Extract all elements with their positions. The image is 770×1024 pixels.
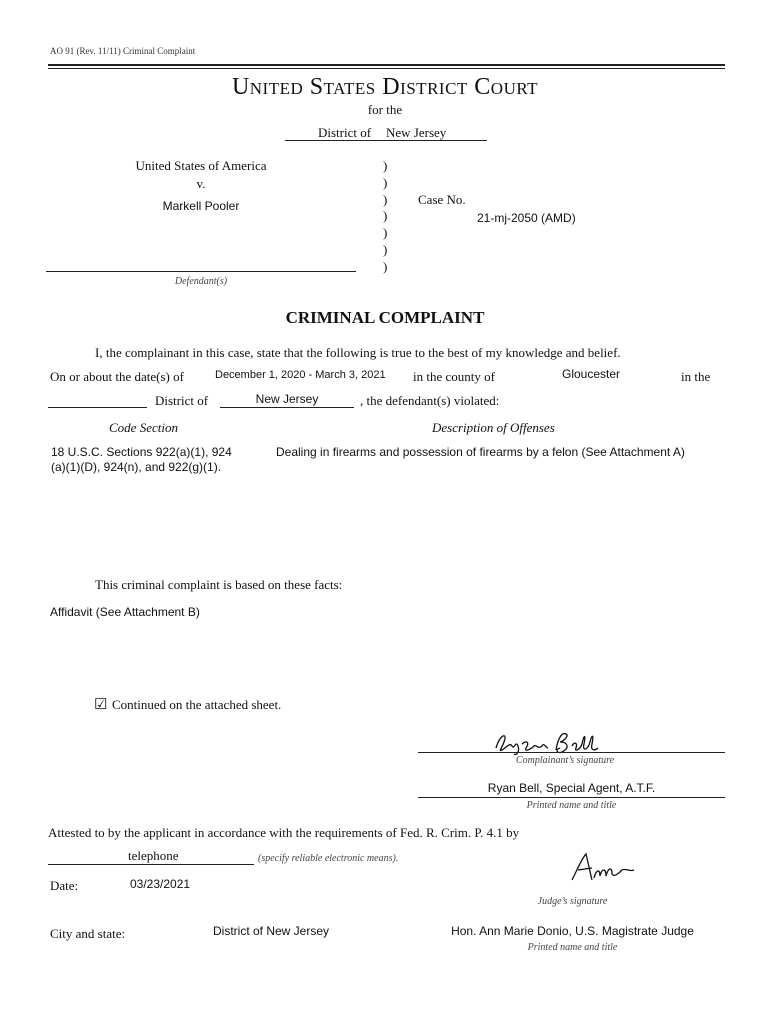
defendant-name: Markell Pooler (162, 199, 240, 213)
paren: ) (383, 258, 388, 274)
paren: ) (383, 208, 388, 224)
district-value-line (220, 407, 354, 408)
defendant-label: Defendant(s) (174, 276, 228, 287)
statement-text: I, the complainant in this case, state that the following is true to the best of my knowledge and belief. (95, 345, 621, 360)
district-of-label: District of (155, 393, 209, 408)
district-value: New Jersey (255, 392, 319, 406)
paren: ) (383, 174, 388, 190)
judge-signature (568, 850, 638, 884)
code-section-line1: 18 U.S.C. Sections 922(a)(1), 924 (51, 445, 232, 459)
facts-intro: This criminal complaint is based on these facts: (95, 577, 343, 592)
description-header: Description of Offenses (432, 420, 555, 435)
attestation-method: telephone (128, 848, 179, 863)
district-name: New Jersey (386, 125, 447, 140)
facts-value: Affidavit (See Attachment B) (50, 605, 200, 619)
district-prefix: District of (318, 125, 372, 140)
attestation-text: Attested to by the applicant in accordance with the requirements of Fed. R. Crim. P. 4.1 by (48, 825, 520, 840)
caption-parens (383, 158, 387, 276)
for-the-label: for the (367, 102, 403, 117)
attestation-method-line (48, 864, 254, 865)
case-no-value: 21-mj-2050 (AMD) (477, 211, 576, 225)
code-section-line2: (a)(1)(D), 924(n), and 922(g)(1). (51, 460, 222, 474)
court-title: United States District Court (231, 74, 539, 100)
defendant-line (46, 271, 356, 272)
judge-printed-name: Hon. Ann Marie Donio, U.S. Magistrate Judge (451, 924, 694, 938)
county-value: Gloucester (562, 367, 621, 381)
judge-printed-label: Printed name and title (527, 942, 618, 953)
date-label: Date: (50, 878, 79, 893)
complainant-printed-name: Ryan Bell, Special Agent, A.T.F. (487, 781, 656, 795)
city-state-label: City and state: (50, 926, 126, 941)
complainant-printed-line (418, 797, 725, 798)
versus-label: v. (196, 176, 206, 191)
violated-label: , the defendant(s) violated: (360, 393, 500, 408)
complaint-heading: CRIMINAL COMPLAINT (285, 308, 485, 327)
in-county-label: in the county of (413, 369, 495, 384)
in-the-label: in the (681, 369, 711, 384)
blank-line (48, 407, 147, 408)
complainant-signature-label: Complainant’s signature (516, 755, 615, 766)
code-section-header: Code Section (109, 420, 178, 435)
complainant-printed-label: Printed name and title (526, 800, 617, 811)
form-header: AO 91 (Rev. 11/11) Criminal Complaint (50, 46, 196, 56)
header-rule-bottom (48, 68, 725, 69)
paren: ) (383, 158, 388, 173)
case-no-label: Case No. (418, 192, 466, 207)
complainant-signature (490, 728, 600, 758)
paren: ) (383, 225, 388, 241)
paren: ) (383, 241, 388, 257)
plaintiff-name: United States of America (135, 158, 267, 173)
offense-description: Dealing in firearms and possession of firearms by a felon (See Attachment A) (276, 445, 685, 459)
continued-label: Continued on the attached sheet. (112, 697, 282, 712)
complainant-signature-line (418, 752, 725, 753)
city-state-value: District of New Jersey (213, 924, 330, 938)
on-or-about-label: On or about the date(s) of (50, 369, 184, 384)
judge-signature-label: Judge’s signature (537, 896, 608, 907)
dates-value: December 1, 2020 - March 3, 2021 (215, 369, 386, 381)
header-rule-top (48, 64, 725, 66)
paren: ) (383, 191, 388, 207)
continued-checkbox[interactable]: ☑ (94, 697, 108, 713)
date-value: 03/23/2021 (130, 877, 191, 891)
attestation-method-note: (specify reliable electronic means). (258, 853, 399, 864)
